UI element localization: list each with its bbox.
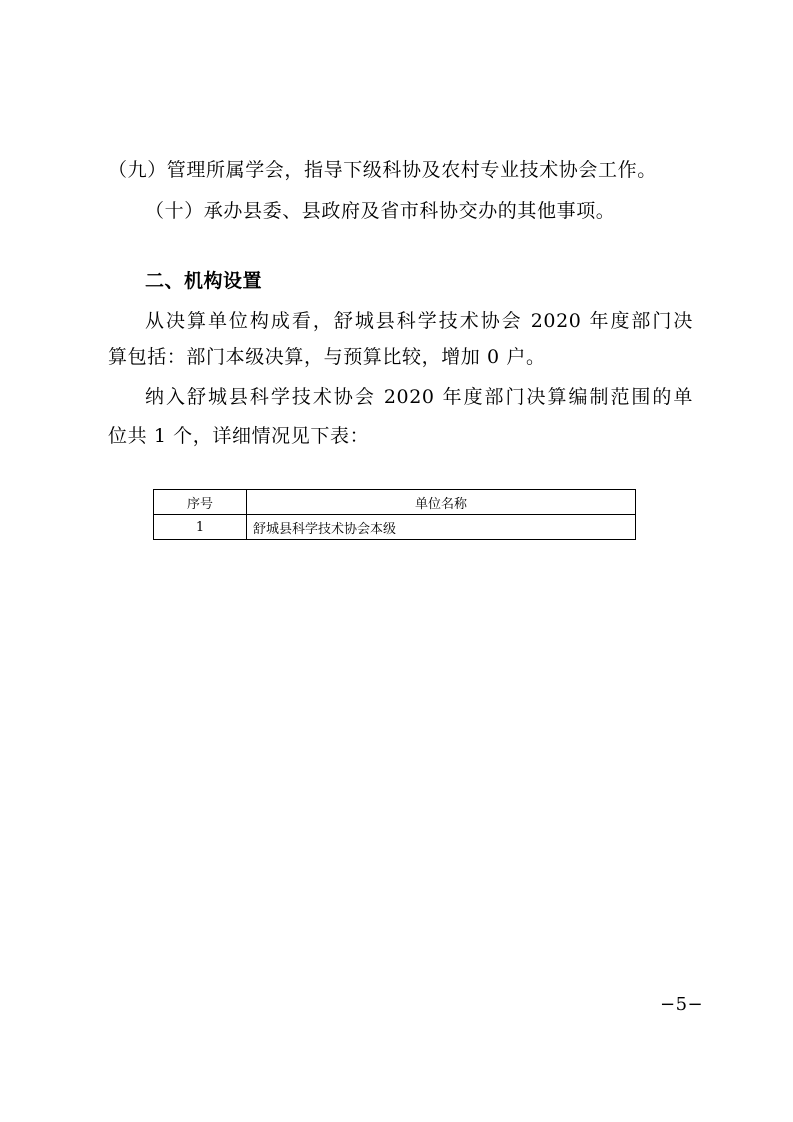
page-number: −5− bbox=[660, 994, 704, 1015]
section-heading: 二、机构设置 bbox=[145, 270, 263, 292]
table-header-row bbox=[154, 490, 636, 515]
paragraph-2-line-1: 纳入舒城县科学技术协会 2020 年度部门决算编制范围的单 bbox=[145, 386, 693, 408]
table-cell-no: 1 bbox=[154, 515, 247, 540]
units-table bbox=[153, 489, 636, 540]
paragraph-1-line-1: 从决算单位构成看，舒城县科学技术协会 2020 年度部门决 bbox=[145, 310, 693, 332]
item-9-text: （九）管理所属学会，指导下级科协及农村专业技术协会工作。 bbox=[108, 159, 657, 181]
paragraph-1-line-2: 算包括：部门本级决算，与预算比较，增加 0 户。 bbox=[108, 346, 546, 368]
column-header-no: 序号 bbox=[154, 490, 247, 515]
item-10-text: （十）承办县委、县政府及省市科协交办的其他事项。 bbox=[145, 200, 616, 222]
table-cell-unit-name: 舒城县科学技术协会本级 bbox=[247, 515, 636, 540]
column-header-unit-name: 单位名称 bbox=[247, 490, 636, 515]
paragraph-2-line-2: 位共 1 个，详细情况见下表： bbox=[108, 425, 370, 447]
table-row bbox=[154, 515, 636, 540]
